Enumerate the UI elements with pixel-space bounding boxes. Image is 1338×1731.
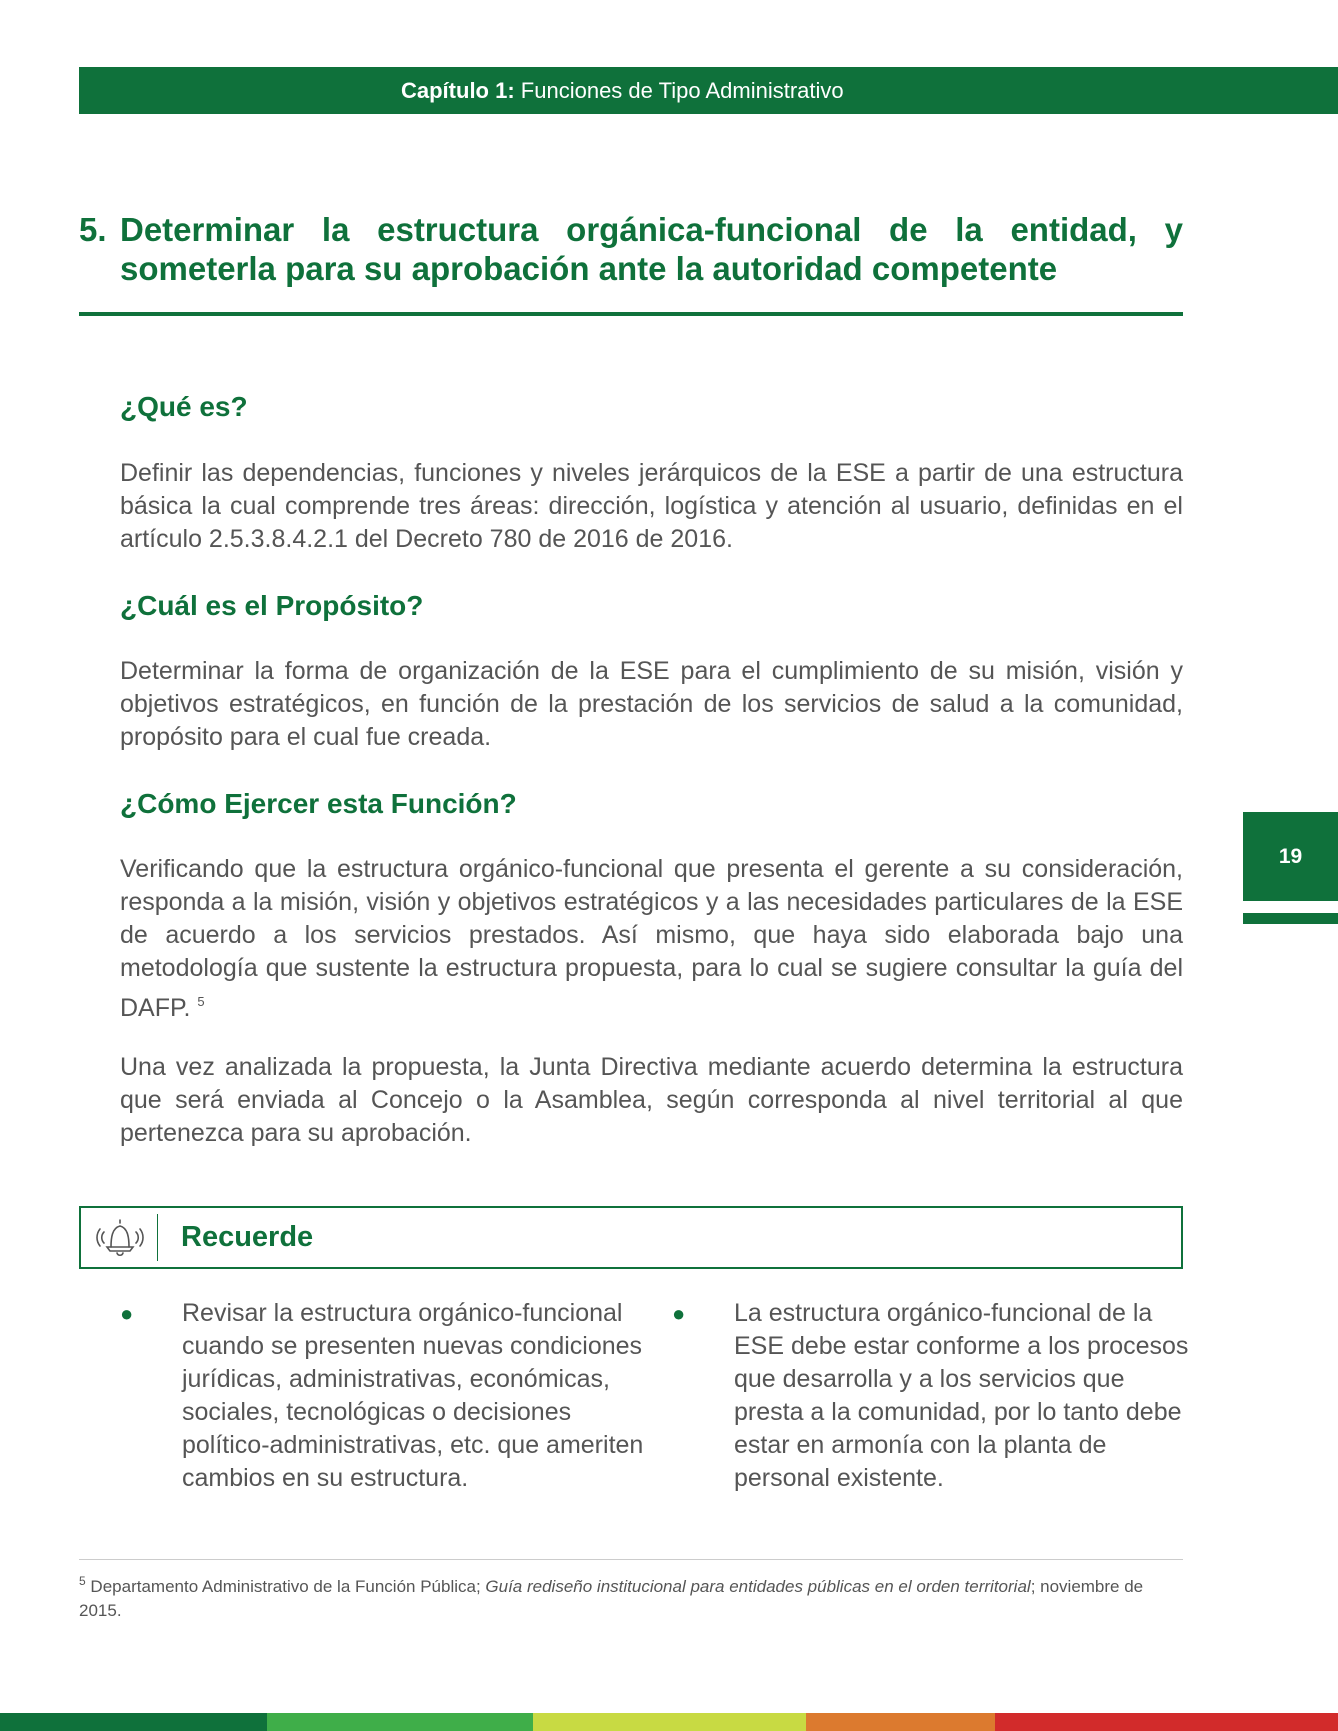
strip-segment-dark-green bbox=[0, 1713, 267, 1731]
footnote-reference[interactable]: 5 bbox=[197, 994, 205, 1009]
footnote-text-italic: Guía rediseño institucional para entidades públicas en el orden territorial bbox=[485, 1577, 1031, 1596]
title-underline bbox=[79, 312, 1183, 316]
page-number-tab bbox=[1243, 812, 1338, 901]
strip-segment-green bbox=[267, 1713, 533, 1731]
recuerde-box bbox=[79, 1206, 1183, 1269]
recuerde-divider bbox=[157, 1214, 158, 1261]
section-title-text: Determinar la estructura orgánica-funcional de la entidad, y someterla para su aprobación ante la autoridad competente bbox=[120, 211, 1183, 287]
footnote-mark: 5 bbox=[79, 1574, 86, 1588]
heading-que-es: ¿Qué es? bbox=[120, 391, 248, 422]
paragraph-como-ejercer-2: Una vez analizada la propuesta, la Junta Directiva mediante acuerdo determina la estructura que será enviada al Concejo o la Asamblea, según corresponda al nivel territorial al que pertenezca para su aprobación. bbox=[120, 1053, 1183, 1147]
page-number: 19 bbox=[1278, 844, 1303, 868]
recuerde-bullet-2-text: La estructura orgánico-funcional de la ESE debe estar conforme a los procesos que desarrolla y a los servicios que presta a la comunidad, por lo tanto debe estar en armonía con la planta de personal existente. bbox=[734, 1299, 1189, 1492]
heading-proposito: ¿Cuál es el Propósito? bbox=[120, 590, 424, 621]
section-title bbox=[79, 210, 1183, 288]
footnote-text-before: Departamento Administrativo de la Función Pública; bbox=[90, 1577, 486, 1596]
strip-segment-lime bbox=[533, 1713, 806, 1731]
chapter-label: Capítulo 1: bbox=[401, 78, 515, 103]
paragraph-proposito: Determinar la forma de organización de la ESE para el cumplimiento de su misión, visión y objetivos estratégicos, en función de la prestación de los servicios de salud a la comunidad, propósito para el cual fue creada. bbox=[120, 657, 1183, 751]
footnote bbox=[79, 1569, 1183, 1623]
chapter-header-text bbox=[401, 67, 844, 114]
bell-icon bbox=[95, 1216, 145, 1260]
recuerde-bullet-1-text: Revisar la estructura orgánico-funcional cuando se presenten nuevas condiciones jurídicas, administrativas, económicas, sociales, tecnológicas o decisiones político-administrativas, etc. que ameriten cambios en su estructura. bbox=[182, 1299, 644, 1492]
paragraph-como-ejercer-1-text: Verificando que la estructura orgánico-funcional que presenta el gerente a su consideración, responda a la misión, visión y objetivos estratégicos y a las necesidades particulares de la ESE de acuerdo a los servicios prestados. Así mismo, que haya sido elaborada bajo una metodología que sustente la estructura propuesta, para lo cual se sugiere consultar la guía del DAFP. bbox=[120, 855, 1183, 1022]
strip-segment-orange bbox=[806, 1713, 995, 1731]
strip-segment-red bbox=[995, 1713, 1338, 1731]
footnote-text-after: ; noviembre de 2015. bbox=[79, 1577, 1144, 1620]
bullet-dot-icon: ● bbox=[672, 1301, 686, 1326]
bottom-color-strip bbox=[0, 1713, 1338, 1731]
bullet-dot-icon: ● bbox=[120, 1301, 134, 1326]
section-number: 5. bbox=[79, 211, 107, 248]
footnote-divider bbox=[79, 1559, 1183, 1560]
recuerde-title: Recuerde bbox=[181, 1221, 314, 1253]
paragraph-que-es: Definir las dependencias, funciones y niveles jerárquicos de la ESE a partir de una estructura básica la cual comprende tres áreas: dirección, logística y atención al usuario, definidas en el artículo 2.5.3.8.4.2.1 del Decreto 780 de 2016 de 2016. bbox=[120, 459, 1183, 553]
heading-como-ejercer: ¿Cómo Ejercer esta Función? bbox=[120, 788, 517, 819]
page-tab-strip bbox=[1243, 913, 1338, 924]
chapter-title: Funciones de Tipo Administrativo bbox=[520, 78, 844, 103]
paragraph-como-ejercer-1 bbox=[120, 853, 1183, 1025]
chapter-header-bar bbox=[79, 67, 1338, 114]
